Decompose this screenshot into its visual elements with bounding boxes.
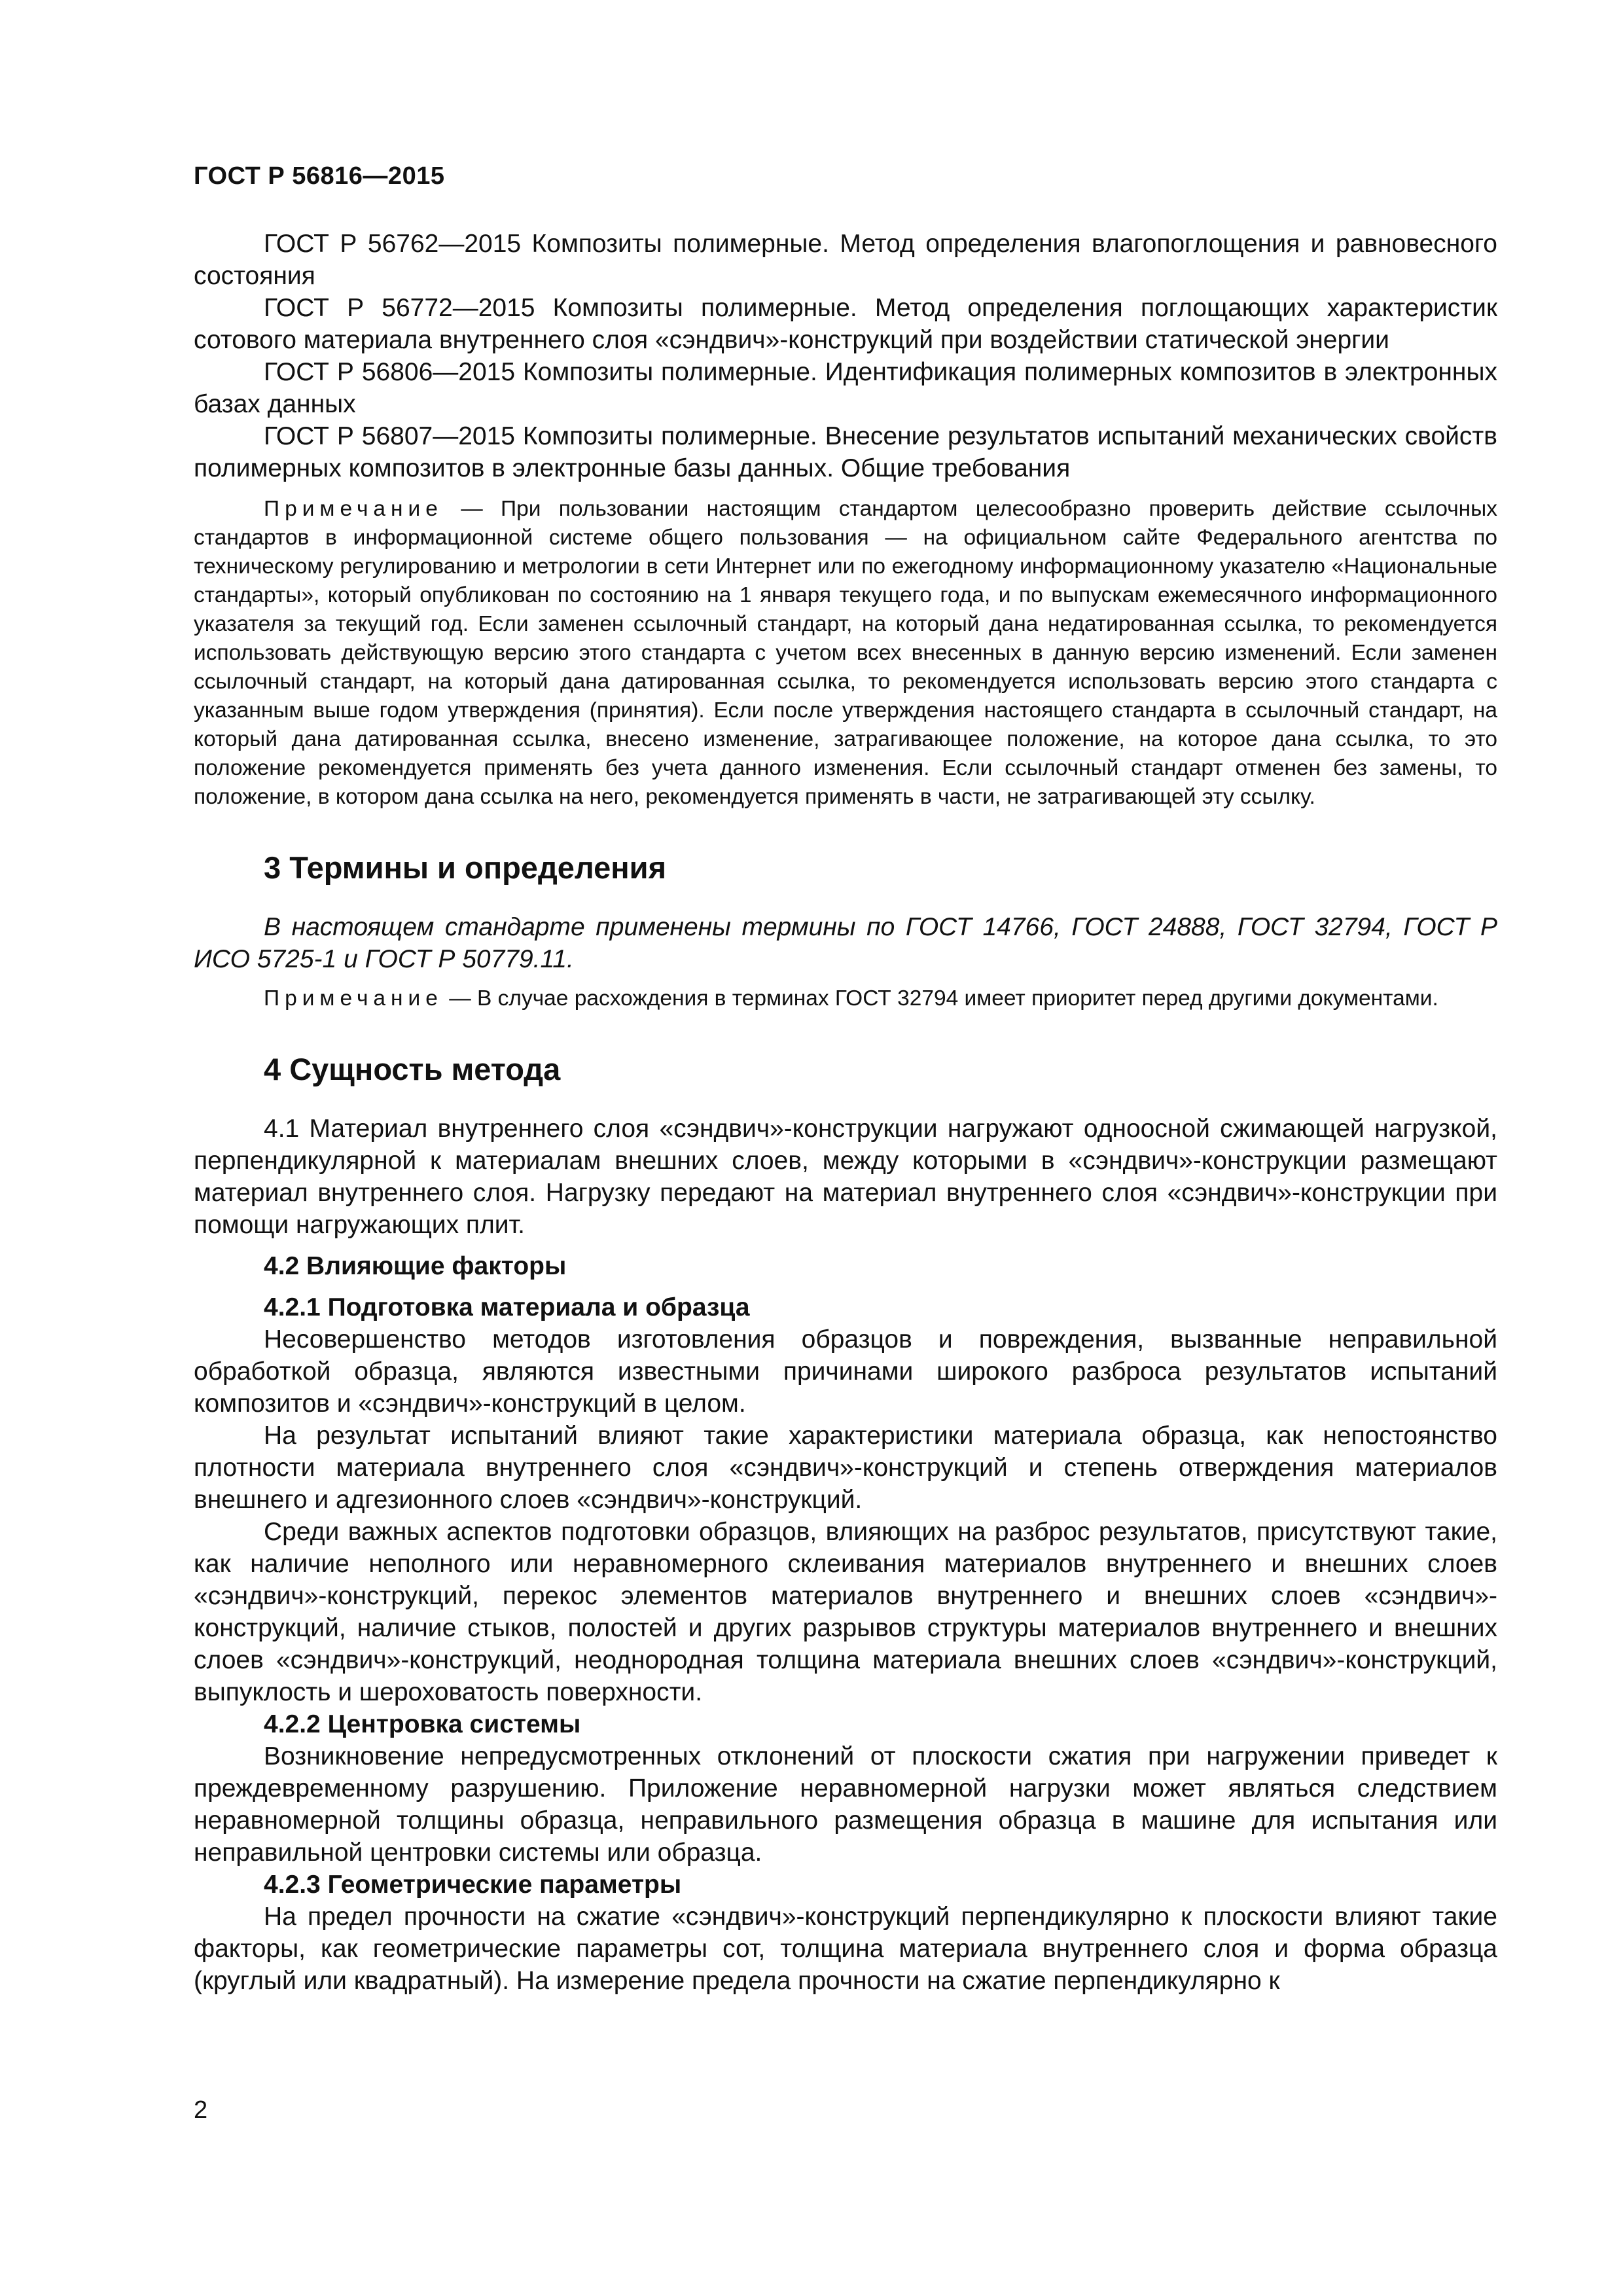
section-3-intro: В настоящем стандарте применены термины по ГОСТ 14766, ГОСТ 24888, ГОСТ 32794, ГОСТ Р ИСО 5725-1 и ГОСТ Р 50779.11. [194, 913, 1497, 973]
page-number: 2 [194, 2096, 208, 2124]
paragraph-4-2-3: На предел прочности на сжатие «сэндвич»-конструкций перпендикулярно к плоскости влияют такие факторы, как геометрические параметры сот, толщина материала внутреннего слоя и форма образца (круглый или квадратный). На измерение предела прочности на сжатие перпендикулярно к [194, 1903, 1497, 1995]
reference-item: ГОСТ Р 56762—2015 Композиты полимерные. Метод определения влагопоглощения и равновесного состояния [194, 230, 1497, 290]
reference-item: ГОСТ Р 56807—2015 Композиты полимерные. Внесение результатов испытаний механических свойств полимерных композитов в электронные базы данных. Общие требования [194, 422, 1497, 482]
paragraph-4-2-1-b: На результат испытаний влияют такие характеристики материала образца, как непостоянство плотности материала внутреннего слоя «сэндвич»-конструкций и степень отверждения материалов внешнего и адгезионного слоев «сэндвич»-конструкций. [194, 1422, 1497, 1514]
note-paragraph [194, 495, 1497, 812]
note-text: — При пользовании настоящим стандартом целесообразно проверить действие ссылочных стандартов в информационной системе общего пользования — на официальном сайте Федерального агентства по техническому регулированию и метрологии в сети Интернет или по ежегодному информационному указателю «Национальные стандарты», который опубликован по состоянию на 1 января текущего года, и по выпускам ежемесячного информационного указателя за текущий год. Если заменен ссылочный стандарт, на который дана недатированная ссылка, то рекомендуется использовать действующую версию этого стандарта с учетом всех внесенных в данную версию изменений. Если заменен ссылочный стандарт, на который дана датированная ссылка, то рекомендуется использовать версию этого стандарта с указанным выше годом утверждения (принятия). Если после утверждения настоящего стандарта в ссылочный стандарт, на который дана датированная ссылка, внесено изменение, затрагивающее положение, на которое дана ссылка, то это положение рекомендуется применять без учета данного изменения. Если ссылочный стандарт отменен без замены, то положение, в котором дана ссылка на него, рекомендуется применять в части, не затрагивающей эту ссылку. [194, 497, 1497, 809]
note-label: Примечание [264, 497, 443, 521]
paragraph-4-2-1-c: Среди важных аспектов подготовки образцов, влияющих на разброс результатов, присутствуют такие, как наличие неполного или неравномерного склеивания материалов внутреннего и внешних слоев «сэндвич»-конструкций, перекос элементов материалов внутреннего и внешних слоев «сэндвич»-конструкций, наличие стыков, полостей и других разрывов структуры материалов внутреннего и внешних слоев «сэндвич»-конструкций, неоднородная толщина материала внешних слоев «сэндвич»-конструкций, выпуклость и шероховатость поверхности. [194, 1518, 1497, 1706]
page-content [194, 228, 1497, 1997]
paragraph-4-2-2: Возникновение непредусмотренных отклонений от плоскости сжатия при нагружении приведет к преждевременному разрушению. Приложение неравномерной нагрузки может являться следствием неравномерной толщины образца, неправильного размещения образца в машине для испытания или неправильной центровки системы или образца. [194, 1742, 1497, 1867]
note-label: Примечание [264, 986, 443, 1011]
heading-4-2-3: 4.2.3 Геометрические параметры [264, 1871, 682, 1899]
document-header: ГОСТ Р 56816—2015 [194, 162, 445, 190]
section-3-title: 3 Термины и определения [264, 850, 666, 885]
heading-4-2-1: 4.2.1 Подготовка материала и образца [264, 1293, 750, 1321]
reference-item: ГОСТ Р 56772—2015 Композиты полимерные. Метод определения поглощающих характеристик сотового материала внутреннего слоя «сэндвич»-конструкций при воздействии статической энергии [194, 294, 1497, 354]
note-text: — В случае расхождения в терминах ГОСТ 32794 имеет приоритет перед другими документами. [449, 986, 1438, 1011]
paragraph-4-2-1-a: Несовершенство методов изготовления образцов и повреждения, вызванные неправильной обработкой образца, являются известными причинами широкого разброса результатов испытаний композитов и «сэндвич»-конструкций в целом. [194, 1325, 1497, 1418]
paragraph-4-1: 4.1 Материал внутреннего слоя «сэндвич»-конструкции нагружают одноосной сжимающей нагрузкой, перпендикулярной к материалам внешних слоев, между которыми в «сэндвич»-конструкции размещают материал внутреннего слоя. Нагрузку передают на материал внутреннего слоя «сэндвич»-конструкции при помощи нагружающих плит. [194, 1115, 1497, 1239]
section-4-title: 4 Сущность метода [264, 1052, 561, 1086]
heading-4-2: 4.2 Влияющие факторы [264, 1252, 567, 1280]
section-3-note [194, 984, 1497, 1013]
heading-4-2-2: 4.2.2 Центровка системы [264, 1710, 581, 1738]
reference-item: ГОСТ Р 56806—2015 Композиты полимерные. Идентификация полимерных композитов в электронных базах данных [194, 358, 1497, 418]
